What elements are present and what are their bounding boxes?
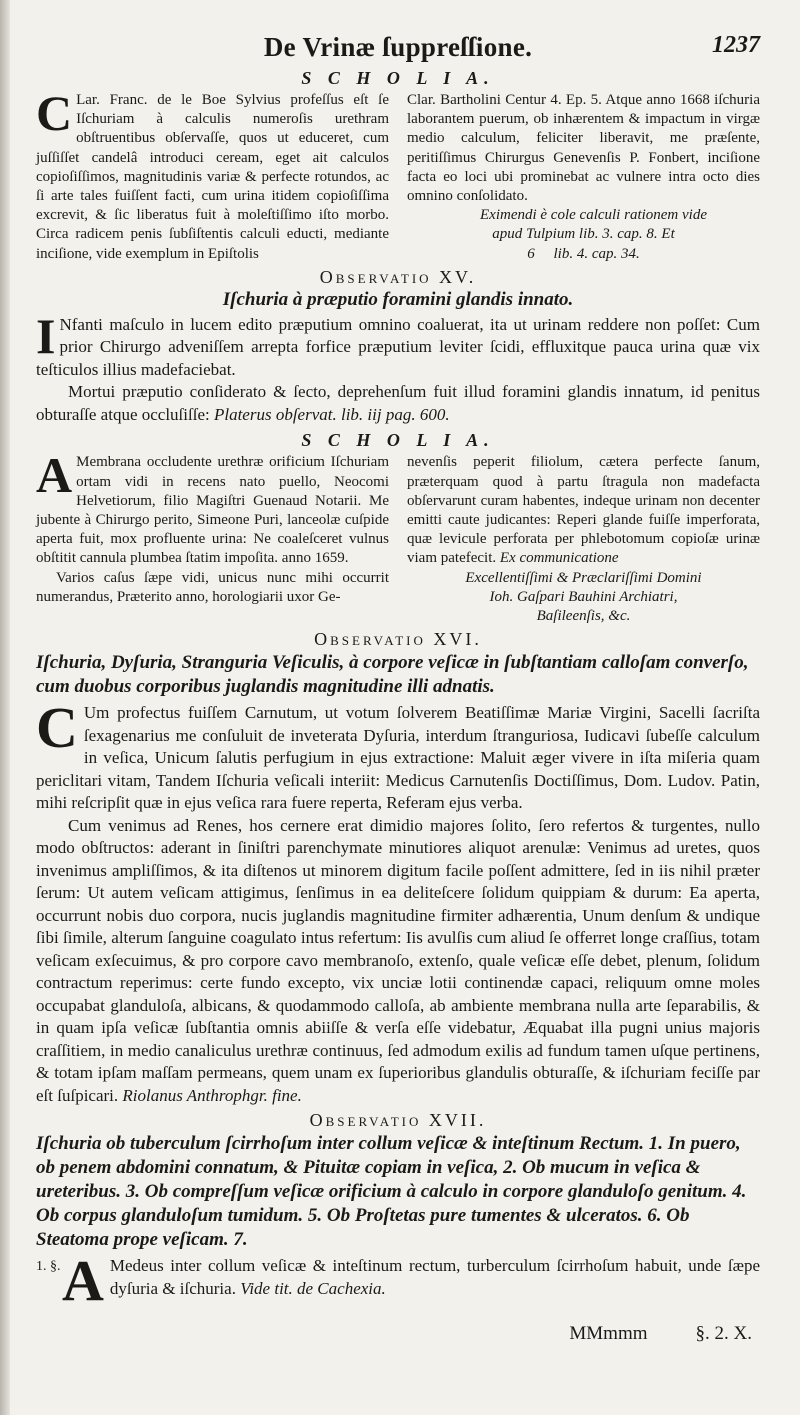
signature-mark: MMmmm [569,1323,648,1345]
observation-15-para-2: Mortui præputio conſiderato & ſecto, deprehenſum fuit illud foramini glandis innatum, id penitus obturaſſe atque occluſiſſe: [36,382,760,424]
drop-cap: A [36,447,73,504]
citation: Ioh. Gaſpari Bauhini Archiatri, [489,588,678,605]
observation-15-para-1: Nfanti maſculo in lucem edito præputium omnino coaluerat, ita ut urinam reddere non poſſet: Cum prior Chirurgo adveniſſem arrepta forfice præputium leviter ſcidi, effluxitque pauca urina quæ vix teſticulos illius madefaciebat. [36,314,760,379]
scholia-1-right-text: Clar. Bartholini Centur 4. Ep. 5. Atque anno 1668 iſchuria laborantem puerum, ob inhærentem & impactum in virgæ medio calculum, feliciter liberavit, me præſente, peritiſſimus Chirurgus Genevenſis P. Fonbert, inciſione facta eo loci ubi prominebat ac vulnere intra octo dies omnino conſolidato. [407,92,760,205]
drop-cap: I [36,307,56,364]
scholia-2-right-text: nevenſis peperit filiolum, cætera perfecte ſanum, præterquam quod à partu ſtragula non madefacta obſervarunt curam habentes, indeque urinam non decenter emitti caute judicantes: Reperi glande fuiſſe imperforata, quæ levicule perforata per phlebotomum copioſæ urinæ viam patefecit. [407,454,760,567]
citation: Vide tit. de Cachexia. [240,1278,386,1298]
scholia-heading: S C H O L I A. [301,68,495,88]
observation-heading: Observatio XVII. [309,1110,487,1131]
scholia-1-columns [36,85,760,264]
scholia-1-right-tail-3: 6 lib. 4. cap. 34. [527,245,640,262]
numbered-section [36,1248,760,1314]
scholia-1-right-tail-2: apud Tulpium lib. 3. cap. 8. Et [492,226,675,243]
section-number: 1. §. [36,1259,61,1275]
observation-paragraph [36,307,760,382]
observation-heading: Observatio XVI. [314,629,482,650]
scholia-2-columns [36,447,760,626]
drop-cap: A [62,1248,104,1314]
scholia-2-right-column [407,453,760,626]
observation-16-para-2: Cum venimus ad Renes, hos cernere erat dimidio majores ſolito, ſero refertos & turgentes, nullo modo obſtructos: aderant in ſiniſtri parenchymate minutiores aliquot arenulæ: Venimus ad uretes, quos invenimus ampliſſimos, & ita diſtenos ut minorem digitum facile poſſent admittere, ſed in iis nihil præter ſerum: Ut autem veſicam attigimus, ſenſimus in ea deliteſcere ſolidum quippiam & durum: Ea aperta, occurrunt nobis duo corpora, nucis juglandis magnitudine firmiter adhærentia, Unum denſum & undique ſibi ſimile, alterum ſanguine coagulato intus refertum: Iis avulſis cum aliud ſe offerret longe craſſius, totam veſicam exſecuimus, & pro corpore cavo membranoſo, extenſo, quale veſicæ eſſe debet, plenum, ſolidum contractum reperimus: certe fundo excepto, vix unciæ lotii continendæ capaci, reliquum omne moles occupabat glanduloſa, albicans, & quodammodo calloſa, ab ambiente membrana nulla arte ſeparabilis, & in quam ipſa veſicæ ſubſtantia omnis abiiſſe & verſa eſſe videbatur, Æquabat illa pugni unius majoris craſſitiem, in medio canaliculus urethræ continuus, ſed admodum exilis ad fundum tamen uſque pertinens, & totam ipſam maſſam permeans, quem unam ex ſuperioribus glandulis obturaſſe, & iſchuriam feciſſe par eſt ſuſpicari. [36,815,760,1105]
citation: Riolanus Anthrophgr. fine. [122,1085,302,1105]
scholia-1-right-column [407,91,760,264]
observation-title: Iſchuria, Dyſuria, Stranguria Veſiculis, à corpore veſicæ in ſubſtantiam calloſam converſo, cum duobus corporibus juglandis magnitudine illi adnatis. [36,652,749,698]
citation: Excellentiſſimi & Præclariſſimi Domini [465,569,702,586]
observation-paragraph [62,1248,760,1314]
citation: Platerus obſervat. lib. iij pag. 600. [213,404,450,424]
catchword: §. 2. X. [695,1323,752,1345]
scholia-2-left-text-2: Varios caſus ſæpe vidi, unicus nunc mihi occurrit numerandus, Præterito anno, horologiarii uxor Ge- [36,569,389,605]
page-gutter [0,0,10,1415]
observation-title: Iſchuria ob tuberculum ſcirrhoſum inter collum veſicæ & inteſtinum Rectum. 1. In puero, ob penem abdomini connatum, & Pituitæ copiam in veſica, 2. Ob mucum in veſica & ureteribus. 3. Ob compreſſum veſicæ orificium à calculo in corpore glanduloſo genitum. 4. Ob corpus glanduloſum tumidum. 5. Ob Proſtetas pure tumentes & ulceratos. 6. Ob Steatoma prope veſicam. 7. [36,1133,747,1251]
scholia-2-left-text: Membrana occludente urethræ orificium Iſchuriam ortam vidi in recens nato puello, Neocomi Helvetiorum, filio Magiſtri Guenaud Notarii. Me jubente à Chirurgo perito, Simeone Puri, lanceolæ cuſpide aperta fuit, mox profluente urina: Ne coaleſceret vulnus obſtitit cannula plumbea ſtatim impoſita. anno 1659. [36,454,389,567]
observation-16-para-1: Um profectus fuiſſem Carnutum, ut votum ſolverem Beatiſſimæ Mariæ Virgini, Sacelli ſacriſta ſexagenarius me conſuluit de inveterata Dyſuria, interdum ſtranguriosa, Iudicavi ſubeſſe calculum in veſica, Unicum ſalutis perfugium in ejus extractione: Maluit æger vivere in iſta miſeria quam periclitari vitam, Tandem Iſchuria veſicali interiit: Medicus Carnutenſis Doctiſſimus, Dom. Ludov. Patin, mihi reſcripſit quæ in ejus veſica rara fuere reperta, Referam ejus verba. [36,703,760,813]
page-footer [36,1323,760,1345]
page-title: De Vrinæ ſuppreſſione. [263,32,533,62]
scholia-1-right-tail-1: Eximendi è cole calculi rationem vide [480,207,707,224]
drop-cap: C [36,85,73,141]
page-number: 1237 [712,32,760,58]
scholia-1-left-text: Lar. Franc. de le Boe Sylvius profeſſus eſt ſe Iſchuriam à calculis numeroſis urethram obſtruentibus obſervaſſe, quos ut educeret, cum juſſiſſet candelâ introduci ceream, eget ait calculos copioſiſſimos, magnitudinis variæ & perfecte rotundos, ac ſi arte tales fuiſſent facti, cum urina itidem copioſiſſima excrevit, & ſic liberatus fuit à moleſtiſſimo iſto morbo. Circa radicem penis ſubſiſtentis calculi educti, mediante inciſione, vide exemplum in Epiſtolis [36,92,389,262]
running-head [36,32,760,68]
observation-title: Iſchuria à præputio foramini glandis innato. [222,288,574,310]
drop-cap: C [36,695,78,761]
observation-17-para-1: Medeus inter collum veſicæ & inteſtinum rectum, turberculum ſcirrhoſum habuit, unde ſæpe dyſuria & iſchuria. [109,1256,760,1298]
citation: Baſileenſis, &c. [536,607,631,624]
scholia-1-left-column [36,85,389,264]
citation: Ex communicatione [499,550,619,567]
observation-heading: Observatio XV. [319,266,477,287]
observation-paragraph [36,381,760,426]
scholia-2-left-column [36,447,389,626]
scholia-heading: S C H O L I A. [301,430,495,451]
observation-paragraph [36,695,760,815]
observation-paragraph [36,815,760,1108]
